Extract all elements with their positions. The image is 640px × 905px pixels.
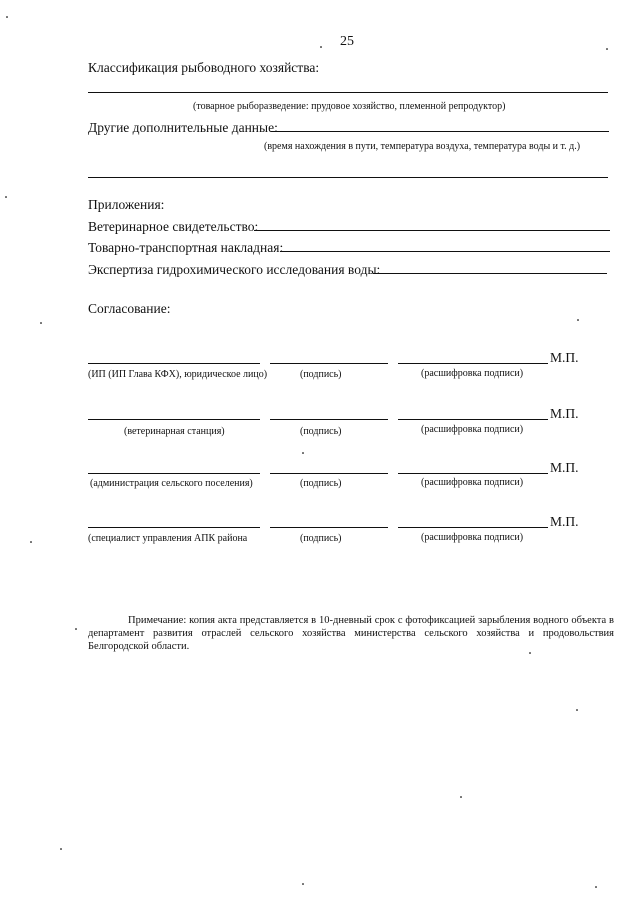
approval-row-4-signature-hint: (подпись) (300, 533, 342, 544)
scan-speck (5, 196, 7, 198)
scan-speck (577, 319, 579, 321)
approval-row-4-stamp: М.П. (550, 514, 579, 529)
approval-row-1-stamp: М.П. (550, 350, 579, 365)
attachment-water-analysis: Экспертиза гидрохимического исследования воды: (88, 262, 381, 277)
approval-row-4-org: (специалист управления АПК района (88, 533, 248, 544)
attachments-heading: Приложения: (88, 197, 165, 212)
approval-row-1-sign-line (270, 363, 388, 364)
scan-speck (6, 16, 8, 18)
approval-row-1-org: (ИП (ИП Глава КФХ), юридическое лицо) (88, 369, 268, 380)
attachment-waybill-line (280, 251, 610, 252)
approval-row-2-stamp: М.П. (550, 406, 579, 421)
approval-row-1-decode-hint: (расшифровка подписи) (421, 368, 524, 379)
approval-row-3-org-line (88, 473, 260, 474)
approval-row-2-decode-line (398, 419, 548, 420)
scan-speck (302, 883, 304, 885)
scan-speck (30, 541, 32, 543)
other-data-line-2 (88, 177, 608, 178)
approval-row-3-decode-line (398, 473, 548, 474)
approval-row-4-sign-line (270, 527, 388, 528)
approval-row-1-decode-line (398, 363, 548, 364)
attachment-waybill: Товарно-транспортная накладная: (88, 240, 284, 255)
other-data-hint: (время нахождения в пути, температура воздуха, температура воды и т. д.) (264, 141, 581, 152)
other-data-line (271, 131, 609, 132)
page-number: 25 (340, 34, 354, 49)
approval-row-2-decode-hint: (расшифровка подписи) (421, 424, 524, 435)
approval-row-1-signature-hint: (подпись) (300, 369, 342, 380)
approval-row-3-org: (администрация сельского поселения) (90, 478, 253, 489)
other-data-label: Другие дополнительные данные: (88, 120, 278, 135)
approval-row-3-stamp: М.П. (550, 460, 579, 475)
scan-speck (460, 796, 462, 798)
attachment-water-analysis-line (373, 273, 607, 274)
approval-heading: Согласование: (88, 301, 171, 316)
scan-speck (75, 628, 77, 630)
scan-speck (60, 848, 62, 850)
approval-row-2-org: (ветеринарная станция) (124, 426, 225, 437)
approval-row-1-org-line (88, 363, 260, 364)
scan-speck (529, 652, 531, 654)
note-text: Примечание: копия акта представляется в 10-дневный срок с фотофиксацией зарыбления водного объекта в департамент развития отраслей сельского хозяйства министерства сельского хозяйства и продовольствия Белгородской области. (88, 615, 614, 652)
classification-label: Классификация рыбоводного хозяйства: (88, 60, 320, 75)
approval-row-3-sign-line (270, 473, 388, 474)
classification-line (88, 92, 608, 93)
approval-row-3-signature-hint: (подпись) (300, 478, 342, 489)
classification-hint: (товарное рыборазведение: прудовое хозяйство, племенной репродуктор) (193, 101, 506, 112)
attachment-vet-certificate: Ветеринарное свидетельство: (88, 219, 259, 234)
note (88, 614, 614, 653)
scan-speck (576, 709, 578, 711)
approval-row-3-decode-hint: (расшифровка подписи) (421, 477, 524, 488)
approval-row-4-decode-line (398, 527, 548, 528)
approval-row-2-signature-hint: (подпись) (300, 426, 342, 437)
approval-row-4-org-line (88, 527, 260, 528)
scan-speck (606, 48, 608, 50)
approval-row-2-sign-line (270, 419, 388, 420)
scan-speck (320, 46, 322, 48)
attachment-vet-certificate-line (254, 230, 610, 231)
scan-speck (40, 322, 42, 324)
approval-row-4-decode-hint: (расшифровка подписи) (421, 532, 524, 543)
scan-speck (302, 452, 304, 454)
scan-speck (595, 886, 597, 888)
approval-row-2-org-line (88, 419, 260, 420)
